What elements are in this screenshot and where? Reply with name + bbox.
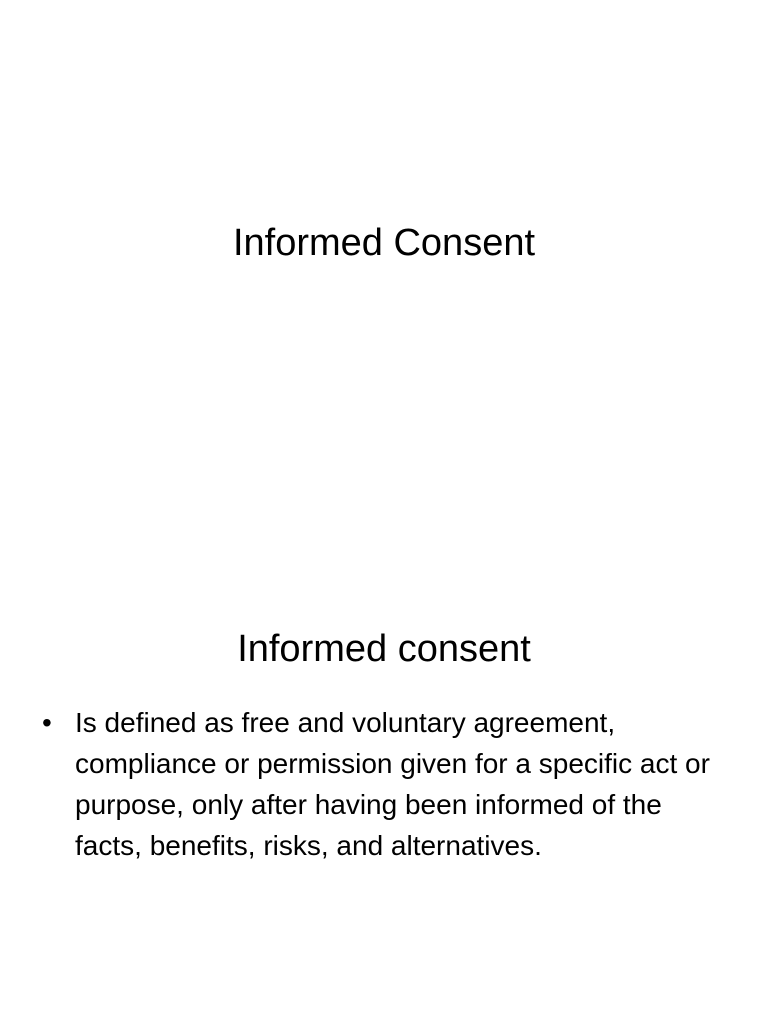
slide-content-page	[0, 576, 768, 1024]
bullet-item	[40, 702, 730, 866]
bullet-dot-icon: •	[42, 707, 52, 738]
bullet-list	[40, 702, 730, 866]
slide-2-title: Informed consent	[237, 628, 531, 670]
slide-1-title: Informed Consent	[232, 222, 536, 264]
bullet-text: Is defined as free and voluntary agreement, compliance or permission given for a specific act or purpose, only after having been informed of the facts, benefits, risks, and alternatives.	[75, 707, 710, 861]
